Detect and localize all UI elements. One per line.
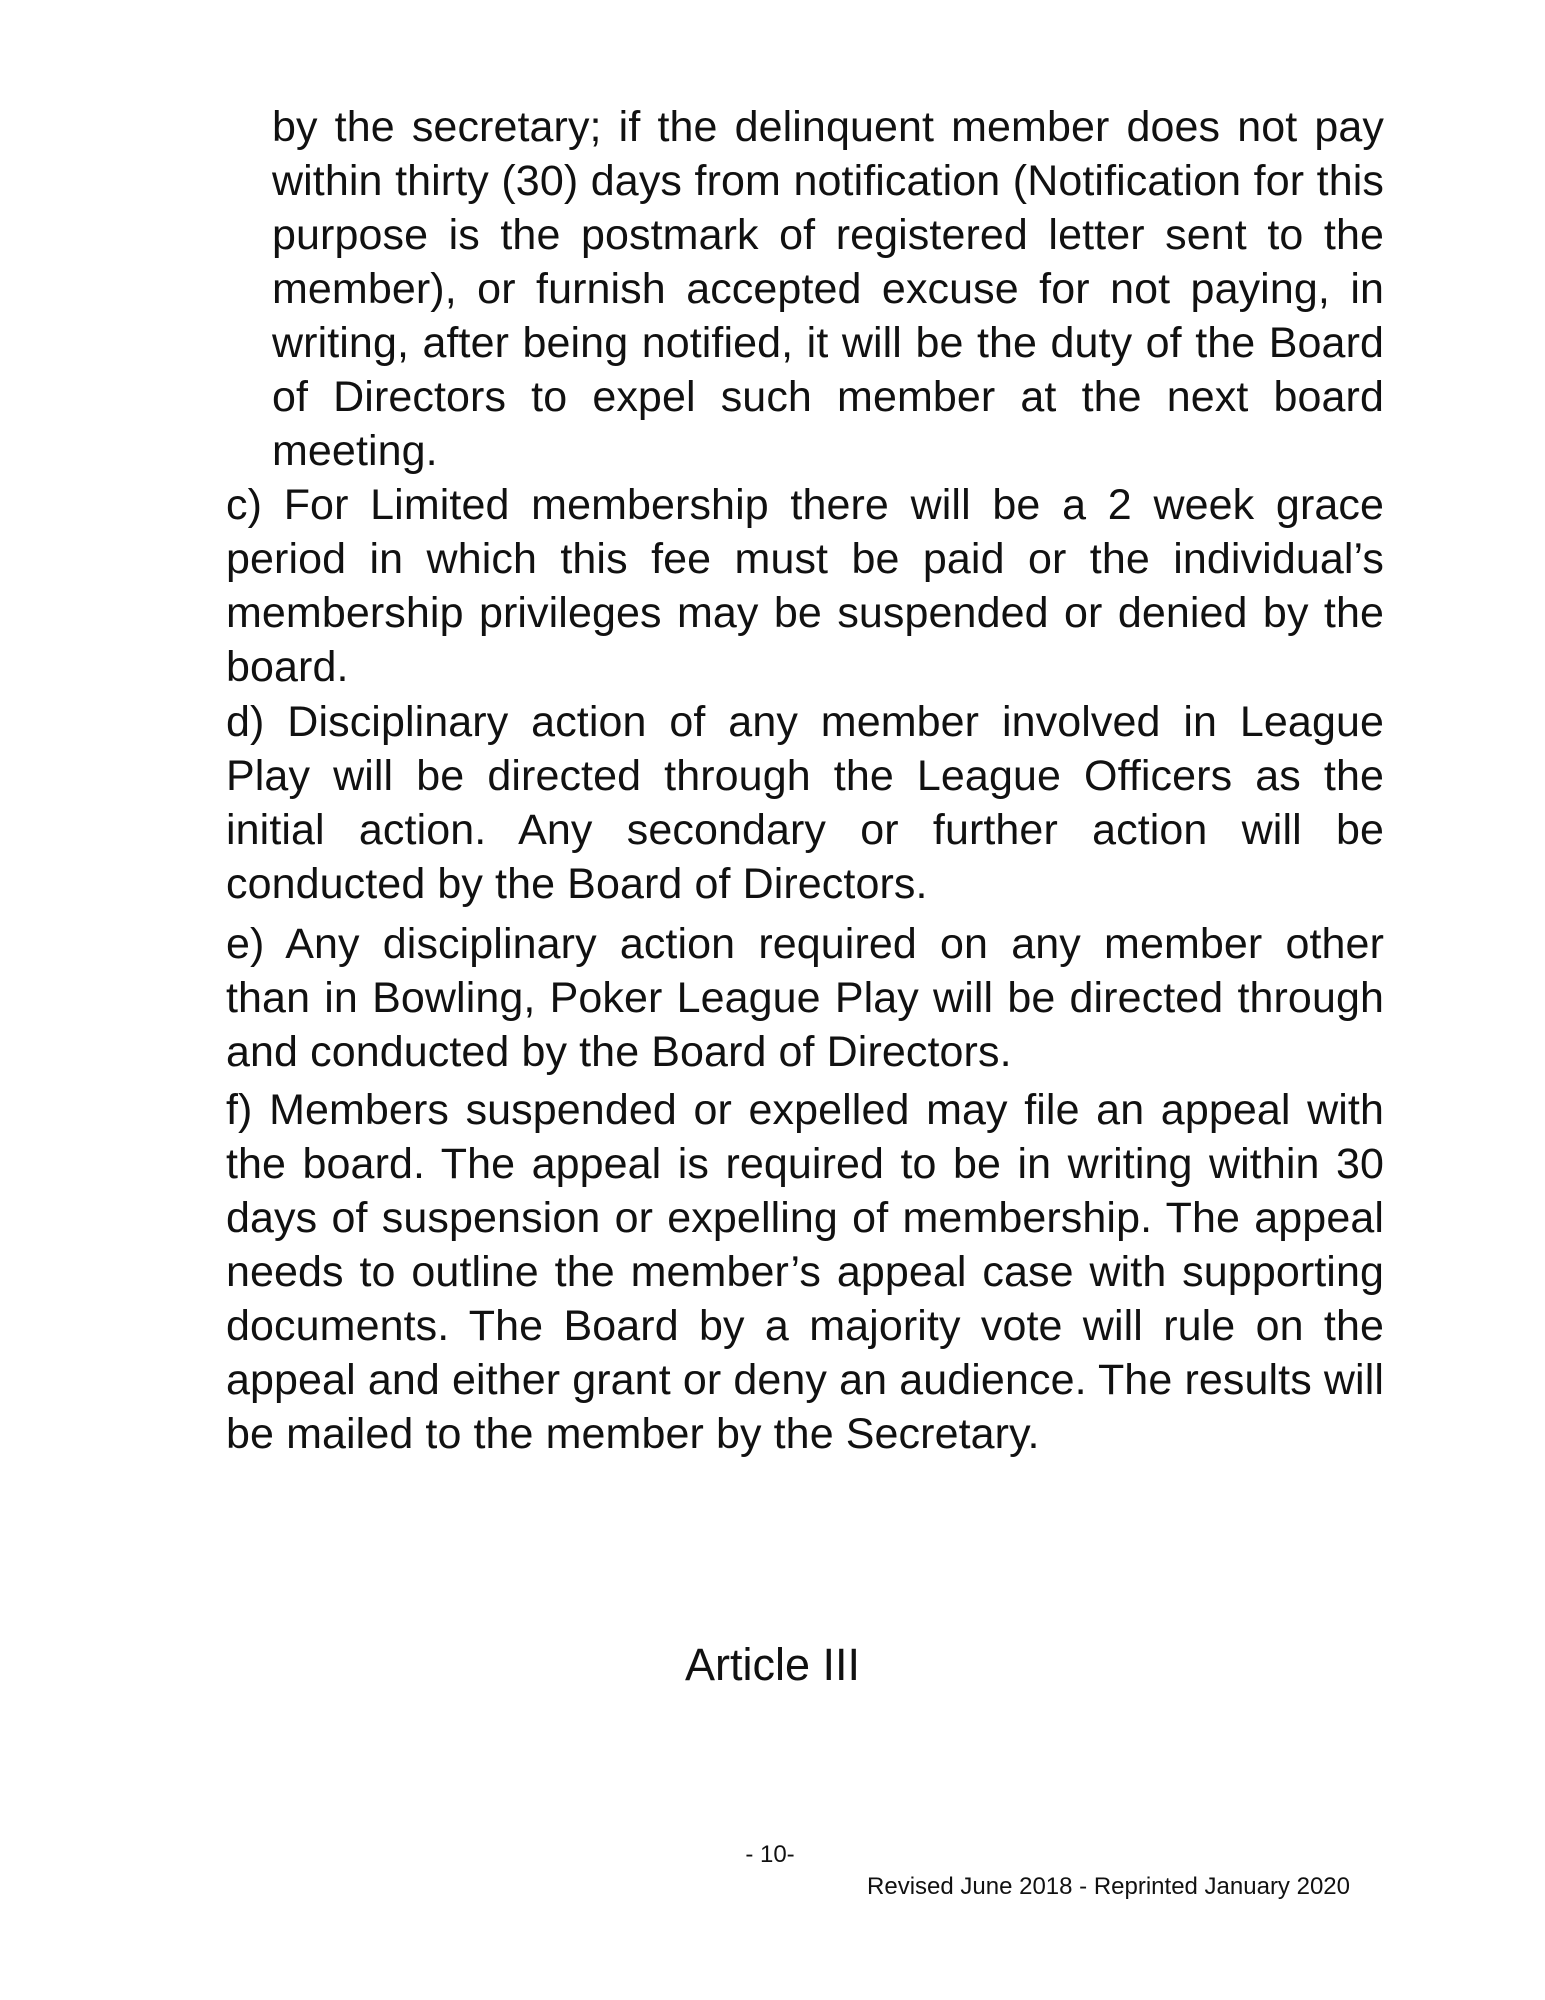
- article-heading: Article III: [684, 1639, 861, 1690]
- paragraph-f: f) Members suspended or expelled may file an appeal with the board. The appeal is required to be in writing within 30 days of suspension or expelling of membership. The appeal needs to outline the member’s appeal case with supporting documents. The Board by a majority vote will rule on the appeal and either grant or deny an audience. The results will be mailed to the member by the Secretary.: [226, 1086, 1384, 1458]
- revision-note: Revised June 2018 - Reprinted January 2020: [867, 1873, 1350, 1900]
- paragraph-b-continued: by the secretary; if the delinquent member does not pay within thirty (30) days from notification (Notification for this purpose is the postmark of registered letter sent to the member), or furnish accepted excuse for not paying, in writing, after being notified, it will be the duty of the Board of Directors to expel such member at the next board meeting.: [272, 103, 1384, 475]
- page-number: - 10-: [745, 1841, 795, 1868]
- paragraph-c: c) For Limited membership there will be a 2 week grace period in which this fee must be paid or the individual’s membership privileges may be suspended or denied by the board.: [226, 481, 1384, 691]
- paragraph-d: d) Disciplinary action of any member involved in League Play will be directed through the League Officers as the initial action. Any secondary or further action will be conducted by the Board of Directors.: [226, 698, 1384, 908]
- paragraph-e: e) Any disciplinary action required on any member other than in Bowling, Poker League Play will be directed through and conducted by the Board of Directors.: [226, 920, 1384, 1076]
